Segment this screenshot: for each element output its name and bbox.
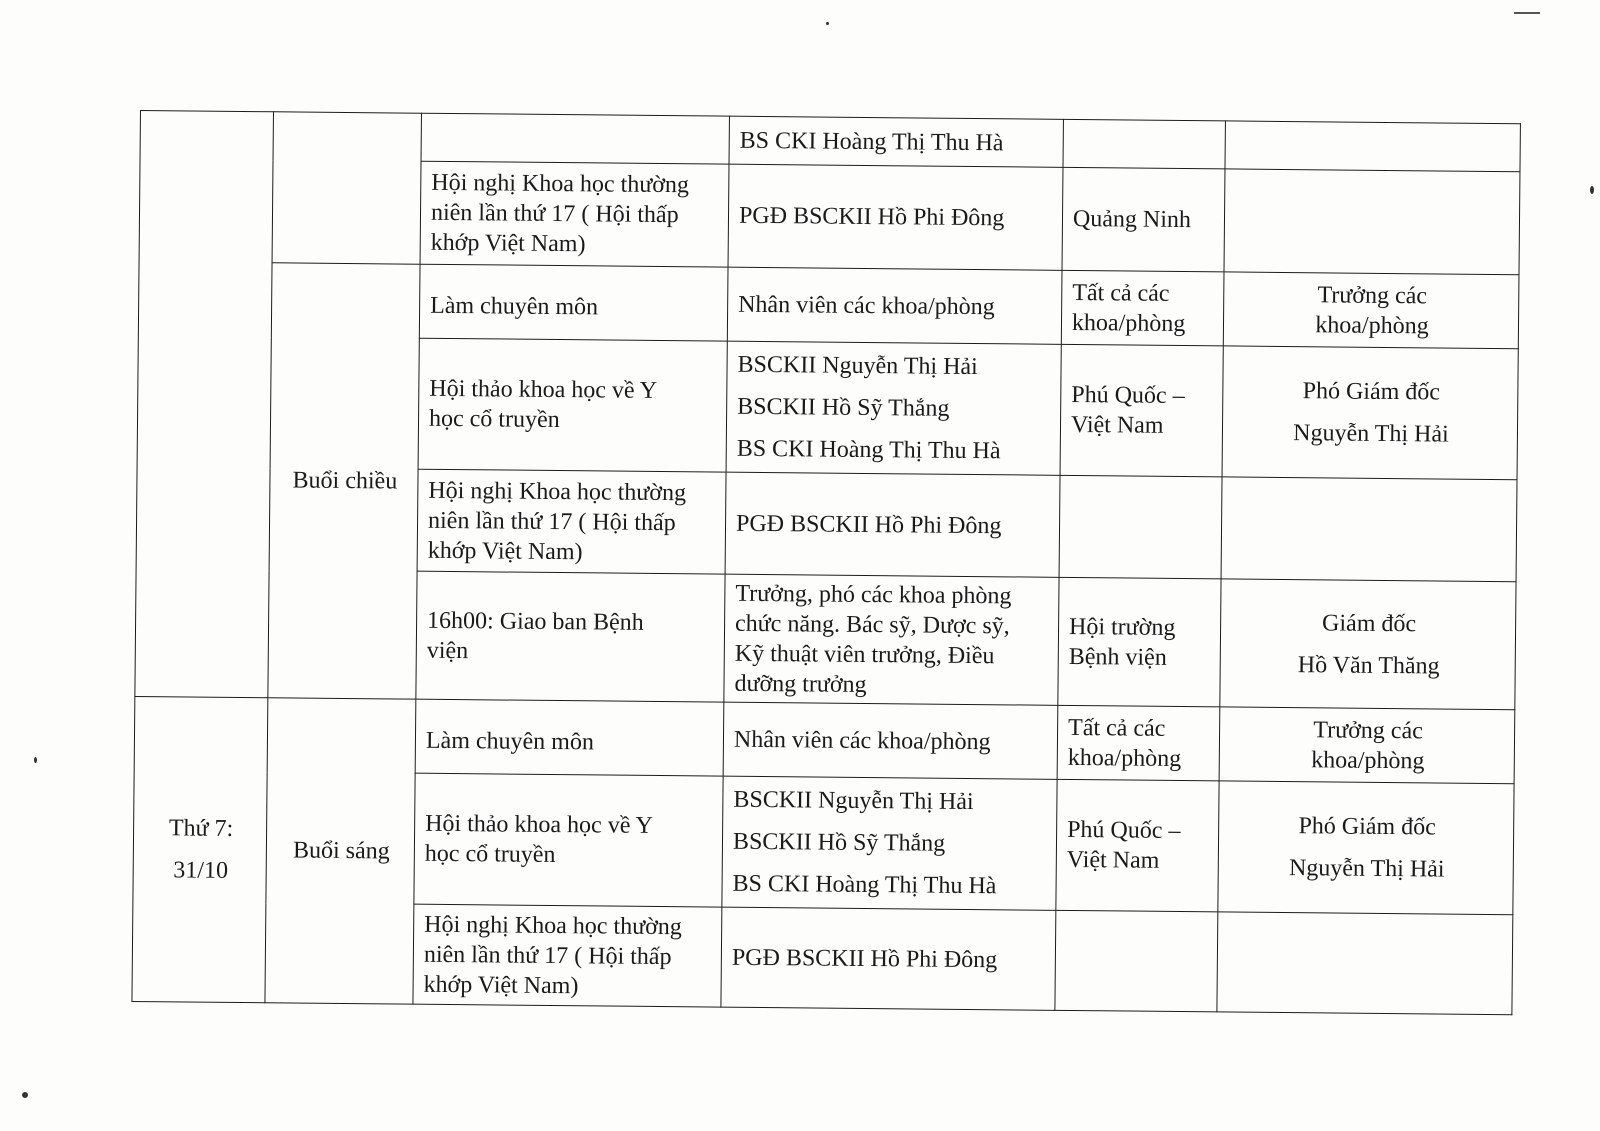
content-line: học cổ truyền (424, 840, 556, 869)
participants-cell (726, 341, 1061, 475)
session-cell-prev (272, 112, 421, 264)
participant-line: Nhân viên các khoa/phòng (733, 726, 991, 755)
content-cell (413, 904, 722, 1007)
session-cell-morning (265, 698, 416, 1004)
content-line: khớp Việt Nam) (430, 229, 586, 258)
chair-line: khoa/phòng (1315, 311, 1429, 339)
content-line: Hội thảo khoa học về Y (425, 810, 653, 839)
content-cell (414, 773, 723, 907)
participant-line: BS CKI Hoàng Thị Thu Hà (736, 435, 1001, 465)
content-line: Làm chuyên môn (430, 292, 599, 320)
participants-cell (728, 164, 1063, 270)
chair-line: Nguyễn Thị Hải (1293, 420, 1449, 448)
content-line: Hội nghị Khoa học thường (424, 911, 682, 940)
table-row (134, 696, 1515, 783)
participants-cell (722, 776, 1057, 910)
session-label: Buổi chiều (292, 467, 398, 495)
content-line: khớp Việt Nam) (423, 971, 579, 999)
participant-line: Kỹ thuật viên trưởng, Điều (734, 640, 995, 669)
location-line: Việt Nam (1066, 846, 1160, 874)
content-line: Hội thảo khoa học về Y (429, 375, 658, 404)
content-cell (415, 699, 724, 776)
location-cell (1056, 779, 1219, 912)
participant-line: chức năng. Bác sỹ, Dược sỹ, (734, 610, 1010, 639)
content-cell (420, 161, 729, 267)
location-cell (1063, 119, 1225, 169)
content-line: niên lần thứ 17 ( Hội thấp (423, 941, 672, 970)
corner-mark (1514, 12, 1540, 14)
chair-cell (1222, 346, 1518, 480)
content-line: Hội nghị Khoa học thường (428, 477, 687, 506)
chair-line: Trưởng các (1313, 716, 1423, 744)
chair-cell (1223, 272, 1519, 349)
chair-cell (1217, 912, 1513, 1015)
content-line: niên lần thứ 17 ( Hội thấp (430, 199, 679, 229)
content-line: viện (426, 637, 469, 664)
location-line: Tất cả các (1067, 714, 1166, 742)
participants-cell (727, 267, 1062, 344)
session-label: Buổi sáng (292, 837, 390, 865)
location-line: Tất cả các (1072, 279, 1170, 307)
location-cell (1058, 577, 1221, 707)
location-line: Phú Quốc – (1071, 381, 1185, 410)
participants-cell (723, 702, 1058, 779)
schedule-table (131, 110, 1520, 1015)
scan-speck (826, 22, 829, 25)
chair-line: Trưởng các (1317, 281, 1428, 309)
location-cell (1059, 475, 1222, 579)
chair-line: Phó Giám đốc (1298, 813, 1436, 841)
content-cell (417, 469, 726, 574)
content-cell (419, 264, 728, 341)
chair-cell (1220, 579, 1516, 710)
location-line: Hội trường (1068, 613, 1176, 641)
participant-line: PGĐ BSCKII Hồ Phi Đông (735, 510, 1002, 539)
participant-line: BS CKI Hoàng Thị Thu Hà (732, 870, 997, 900)
content-line: Hội nghị Khoa học thường (431, 169, 690, 199)
participant-line: dưỡng trưởng (734, 670, 867, 698)
scan-speck (34, 757, 37, 763)
content-line: niên lần thứ 17 ( Hội thấp (427, 507, 676, 536)
participants-cell (721, 907, 1056, 1010)
session-cell-afternoon (268, 263, 420, 699)
location-line: khoa/phòng (1067, 744, 1182, 772)
content-line: khớp Việt Nam) (427, 537, 583, 565)
participant-line: BSCKII Nguyễn Thị Hải (733, 786, 974, 816)
location-cell (1060, 344, 1223, 477)
location-line: Việt Nam (1070, 411, 1164, 439)
location-cell (1062, 167, 1225, 272)
location-line: Quảng Ninh (1072, 205, 1192, 234)
chair-cell (1219, 707, 1515, 784)
content-cell (416, 571, 725, 702)
location-line: Bệnh viện (1068, 643, 1167, 671)
participant-line: BS CKI Hoàng Thị Thu Hà (739, 127, 1004, 156)
day-name: Thứ 7: (168, 815, 234, 842)
content-cell (421, 113, 729, 164)
location-cell (1057, 705, 1220, 781)
chair-line: Nguyễn Thị Hải (1288, 855, 1445, 883)
participant-line: PGĐ BSCKII Hồ Phi Đông (738, 202, 1005, 232)
chair-cell (1221, 477, 1517, 582)
participant-line: BSCKII Hồ Sỹ Thắng (737, 393, 950, 422)
participant-line: PGĐ BSCKII Hồ Phi Đông (731, 944, 998, 973)
day-date: 31/10 (173, 857, 229, 884)
participant-line: BSCKII Hồ Sỹ Thắng (732, 828, 946, 857)
location-cell (1055, 910, 1218, 1012)
location-line: Phú Quốc – (1067, 816, 1181, 845)
chair-line: Phó Giám đốc (1302, 378, 1441, 406)
day-cell-prev (135, 111, 274, 698)
table-row (140, 111, 1520, 172)
participants-cell (729, 116, 1063, 167)
chair-cell (1224, 169, 1520, 275)
scan-speck (1590, 186, 1594, 194)
chair-line: Giám đốc (1322, 609, 1417, 637)
content-line: Làm chuyên môn (425, 727, 595, 755)
chair-line: khoa/phòng (1311, 746, 1425, 774)
chair-cell (1225, 121, 1520, 172)
content-cell (418, 338, 727, 472)
participant-line: BSCKII Nguyễn Thị Hải (737, 351, 978, 381)
participants-cell (725, 472, 1060, 577)
chair-line: Hồ Văn Thăng (1297, 651, 1440, 680)
day-cell (132, 696, 268, 1002)
participant-line: Nhân viên các khoa/phòng (738, 291, 995, 320)
participant-line: Trưởng, phó các khoa phòng (735, 580, 1012, 609)
participants-cell (724, 574, 1059, 705)
content-line: 16h00: Giao ban Bệnh (426, 607, 644, 636)
location-cell (1061, 270, 1224, 346)
chair-cell (1218, 781, 1514, 915)
table-row (138, 261, 1519, 348)
scan-speck (22, 1092, 28, 1098)
content-line: học cổ truyền (428, 405, 560, 434)
location-line: khoa/phòng (1071, 309, 1186, 337)
